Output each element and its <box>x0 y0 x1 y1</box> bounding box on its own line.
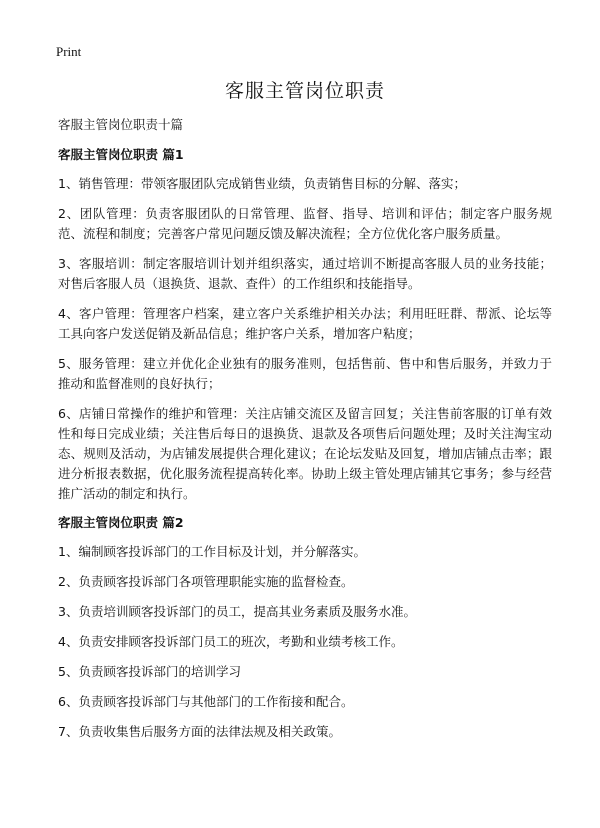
paragraph: 2、团队管理：负责客服团队的日常管理、监督、指导、培训和评估；制定客户服务规范、流程和制度；完善客户常见问题反馈及解决流程；全方位优化客户服务质量。 <box>58 206 552 241</box>
print-link[interactable]: Print <box>56 44 82 59</box>
paragraph: 5、服务管理：建立并优化企业独有的服务准则，包括售前、售中和售后服务，并致力于推动和监督准则的良好执行； <box>58 356 552 391</box>
paragraph: 2、负责顾客投诉部门各项管理职能实施的监督检查。 <box>58 574 354 589</box>
section-heading: 客服主管岗位职责 篇1 <box>58 147 184 162</box>
paragraph: 1、编制顾客投诉部门的工作目标及计划，并分解落实。 <box>58 544 366 559</box>
paragraph: 1、销售管理：带领客服团队完成销售业绩，负责销售目标的分解、落实； <box>58 176 466 191</box>
section-2 <box>58 514 552 742</box>
paragraph: 3、客服培训：制定客服培训计划并组织落实，通过培训不断提高客服人员的业务技能；对售后客服人员（退换货、退款、查件）的工作组织和技能指导。 <box>58 256 552 291</box>
section-heading: 客服主管岗位职责 篇2 <box>58 515 184 530</box>
paragraph: 6、负责顾客投诉部门与其他部门的工作衔接和配合。 <box>58 694 354 709</box>
paragraph: 4、负责安排顾客投诉部门员工的班次，考勤和业绩考核工作。 <box>58 634 404 649</box>
paragraph: 5、负责顾客投诉部门的培训学习 <box>58 664 241 679</box>
section-1 <box>58 146 552 504</box>
paragraph: 7、负责收集售后服务方面的法律法规及相关政策。 <box>58 724 341 739</box>
paragraph: 4、客户管理：管理客户档案，建立客户关系维护相关办法；利用旺旺群、帮派、论坛等工具向客户发送促销及新品信息；维护客户关系，增加客户粘度； <box>58 306 552 341</box>
paragraph: 6、店铺日常操作的维护和管理：关注店铺交流区及留言回复；关注售前客服的订单有效性和每日完成业绩；关注售后每日的退换货、退款及各项售后问题处理；及时关注淘宝动态、规则及活动，为店铺发展提供合理化建议；在论坛发贴及回复，增加店铺点击率；跟进分析报表数据，优化服务流程提高转化率。协助上级主管处理店铺其它事务；参与经营推广活动的制定和执行。 <box>58 406 552 501</box>
document-subtitle: 客服主管岗位职责十篇 <box>58 117 184 132</box>
page-title: 客服主管岗位职责 <box>224 80 385 102</box>
paragraph: 3、负责培训顾客投诉部门的员工，提高其业务素质及服务水准。 <box>58 604 416 619</box>
